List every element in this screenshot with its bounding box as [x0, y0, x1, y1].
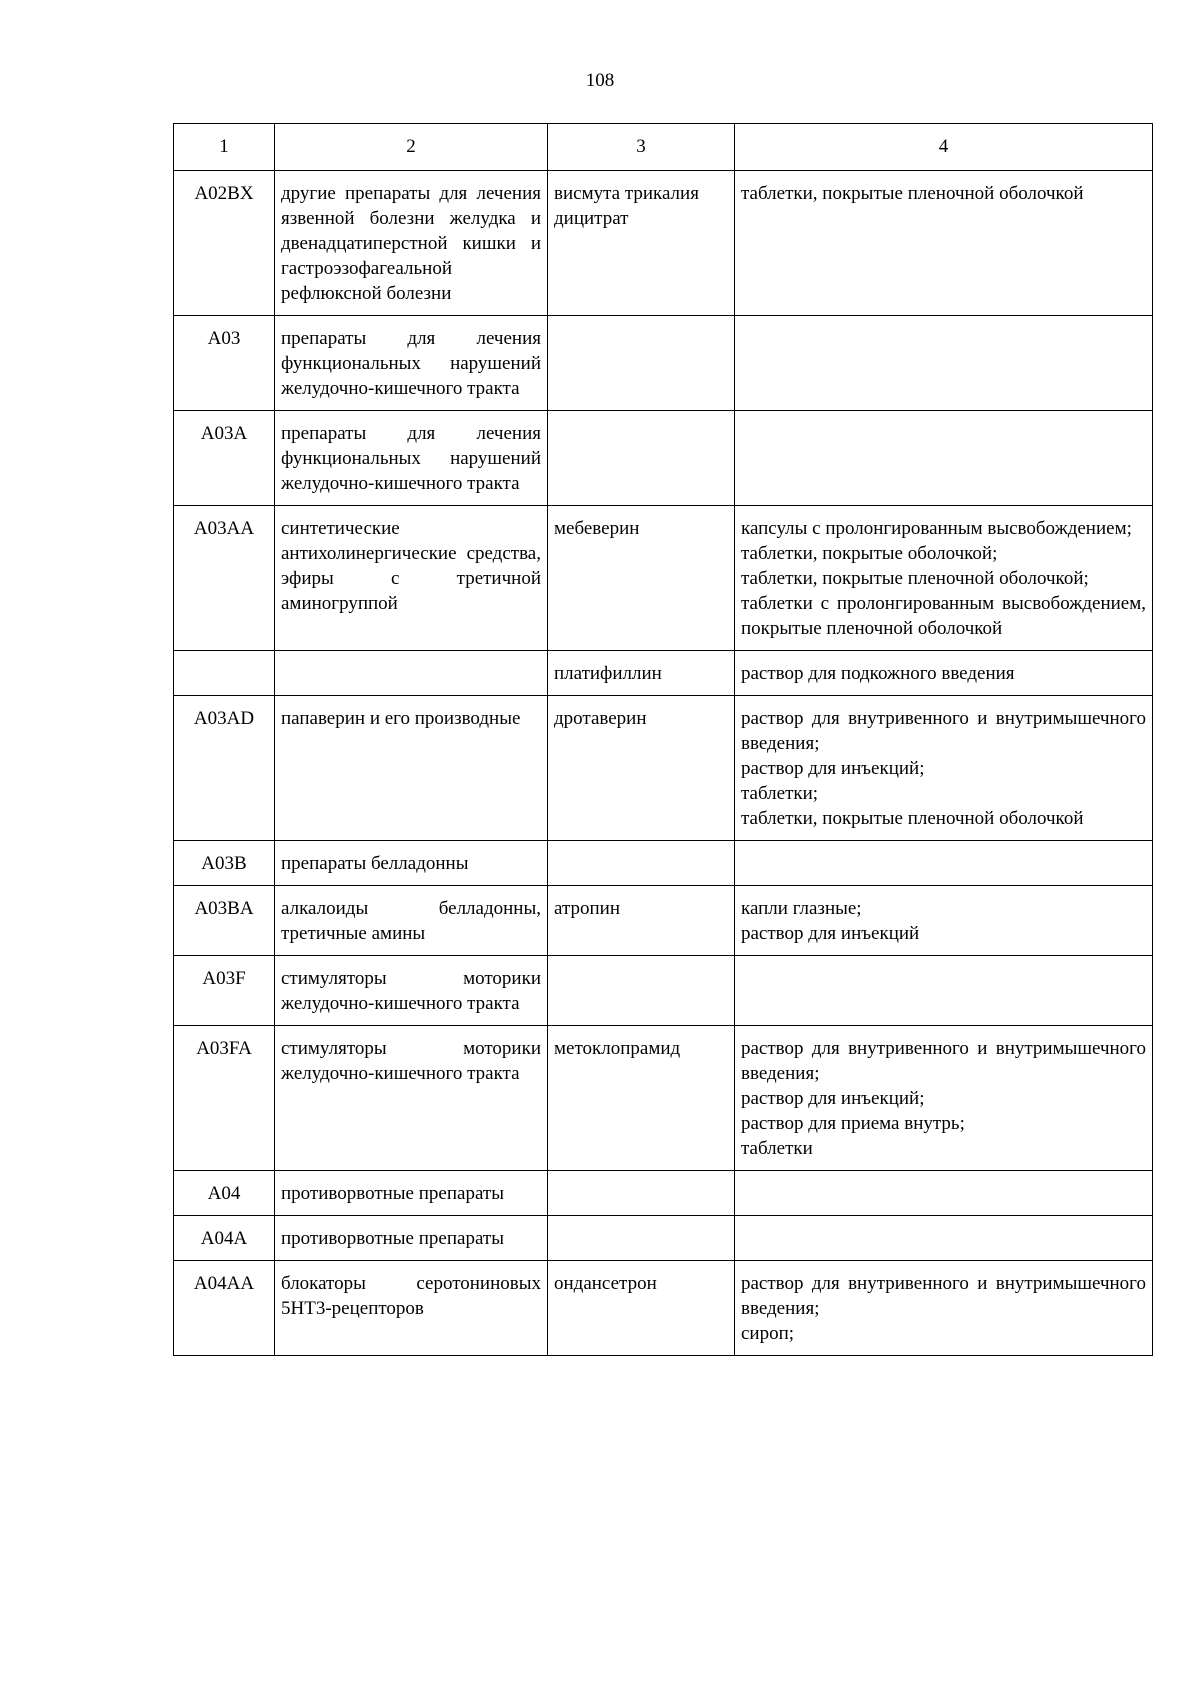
pharmacological-group-cell	[275, 651, 548, 696]
atc-code-cell: A03B	[174, 841, 275, 886]
pharmacological-group-cell: папаверин и его производные	[275, 696, 548, 841]
atc-code-cell: A03AD	[174, 696, 275, 841]
dosage-form-item: раствор для внутривенного и внутримышечного введения;	[741, 708, 1146, 754]
drug-name-cell	[548, 411, 735, 506]
dosage-forms-cell	[735, 506, 1153, 651]
dosage-form-item: раствор для внутривенного и внутримышечного введения;	[741, 1038, 1146, 1084]
drug-name-cell: ондансетрон	[548, 1261, 735, 1356]
table-body	[174, 171, 1153, 1356]
drug-name-cell: атропин	[548, 886, 735, 956]
table-row	[174, 506, 1153, 651]
table-row	[174, 316, 1153, 411]
table-row	[174, 651, 1153, 696]
dosage-form-item: таблетки, покрытые пленочной оболочкой	[741, 808, 1084, 829]
dosage-forms-cell	[735, 171, 1153, 316]
atc-code-cell: A02BX	[174, 171, 275, 316]
dosage-forms-cell	[735, 1171, 1153, 1216]
dosage-form-item: раствор для внутривенного и внутримышечного введения;	[741, 1273, 1146, 1319]
table-row	[174, 956, 1153, 1026]
column-header-4: 4	[735, 124, 1153, 171]
drug-name-cell	[548, 316, 735, 411]
pharmacological-group-cell: препараты для лечения функциональных нарушений желудочно-кишечного тракта	[275, 316, 548, 411]
column-header-1: 1	[174, 124, 275, 171]
drug-name-cell: метоклопрамид	[548, 1026, 735, 1171]
atc-code-cell: A03A	[174, 411, 275, 506]
atc-code-cell: A03FA	[174, 1026, 275, 1171]
atc-code-cell: A03F	[174, 956, 275, 1026]
dosage-form-item: капсулы с пролонгированным высвобождением;	[741, 518, 1132, 539]
dosage-forms-cell	[735, 841, 1153, 886]
table-row	[174, 1171, 1153, 1216]
dosage-forms-cell	[735, 696, 1153, 841]
pharmacological-group-cell: противорвотные препараты	[275, 1216, 548, 1261]
dosage-form-item: раствор для подкожного введения	[741, 663, 1015, 684]
column-header-3: 3	[548, 124, 735, 171]
dosage-form-item: раствор для приема внутрь;	[741, 1113, 965, 1134]
drug-name-cell	[548, 1171, 735, 1216]
dosage-form-item: таблетки	[741, 1138, 813, 1159]
dosage-form-item: раствор для инъекций;	[741, 1088, 925, 1109]
drug-name-cell: висмута трикалия дицитрат	[548, 171, 735, 316]
drug-name-cell	[548, 1216, 735, 1261]
table-row	[174, 886, 1153, 956]
atc-code-cell: A03AA	[174, 506, 275, 651]
atc-code-cell: A04AA	[174, 1261, 275, 1356]
pharmacological-group-cell: препараты для лечения функциональных нарушений желудочно-кишечного тракта	[275, 411, 548, 506]
dosage-forms-cell	[735, 651, 1153, 696]
drug-name-cell: дротаверин	[548, 696, 735, 841]
pharmacological-group-cell: блокаторы серотониновых 5HT3-рецепторов	[275, 1261, 548, 1356]
dosage-form-item: капли глазные;	[741, 898, 862, 919]
table-row	[174, 841, 1153, 886]
drug-name-cell	[548, 841, 735, 886]
dosage-forms-cell	[735, 956, 1153, 1026]
pharmacological-group-cell: препараты белладонны	[275, 841, 548, 886]
dosage-forms-cell	[735, 886, 1153, 956]
dosage-forms-cell	[735, 1261, 1153, 1356]
page-number: 108	[585, 70, 615, 91]
drug-list-table	[173, 123, 1153, 1356]
dosage-forms-cell	[735, 1216, 1153, 1261]
table-row	[174, 1026, 1153, 1171]
drug-name-cell	[548, 956, 735, 1026]
dosage-form-item: раствор для инъекций;	[741, 758, 925, 779]
pharmacological-group-cell: алкалоиды белладонны, третичные амины	[275, 886, 548, 956]
table-row	[174, 1216, 1153, 1261]
drug-name-cell: платифиллин	[548, 651, 735, 696]
table-row	[174, 1261, 1153, 1356]
pharmacological-group-cell: стимуляторы моторики желудочно-кишечного тракта	[275, 956, 548, 1026]
dosage-form-item: таблетки, покрытые пленочной оболочкой	[741, 183, 1084, 204]
dosage-form-item: сироп;	[741, 1323, 795, 1344]
dosage-form-item: таблетки;	[741, 783, 819, 804]
pharmacological-group-cell: другие препараты для лечения язвенной болезни желудка и двенадцатиперстной кишки и гастроэзофагеальной рефлюксной болезни	[275, 171, 548, 316]
atc-code-cell: A04A	[174, 1216, 275, 1261]
dosage-forms-cell	[735, 411, 1153, 506]
table-row	[174, 411, 1153, 506]
table-row	[174, 696, 1153, 841]
pharmacological-group-cell: противорвотные препараты	[275, 1171, 548, 1216]
pharmacological-group-cell: синтетические антихолинергические средства, эфиры с третичной аминогруппой	[275, 506, 548, 651]
pharmacological-group-cell: стимуляторы моторики желудочно-кишечного тракта	[275, 1026, 548, 1171]
column-header-2: 2	[275, 124, 548, 171]
atc-code-cell	[174, 651, 275, 696]
dosage-form-item: таблетки с пролонгированным высвобождением, покрытые пленочной оболочкой	[741, 593, 1146, 639]
drug-name-cell: мебеверин	[548, 506, 735, 651]
atc-code-cell: A04	[174, 1171, 275, 1216]
dosage-form-item: таблетки, покрытые пленочной оболочкой;	[741, 568, 1089, 589]
dosage-forms-cell	[735, 1026, 1153, 1171]
table-row	[174, 171, 1153, 316]
atc-code-cell: A03	[174, 316, 275, 411]
dosage-forms-cell	[735, 316, 1153, 411]
dosage-form-item: раствор для инъекций	[741, 923, 920, 944]
atc-code-cell: A03BA	[174, 886, 275, 956]
table-header-row	[174, 124, 1153, 171]
dosage-form-item: таблетки, покрытые оболочкой;	[741, 543, 998, 564]
